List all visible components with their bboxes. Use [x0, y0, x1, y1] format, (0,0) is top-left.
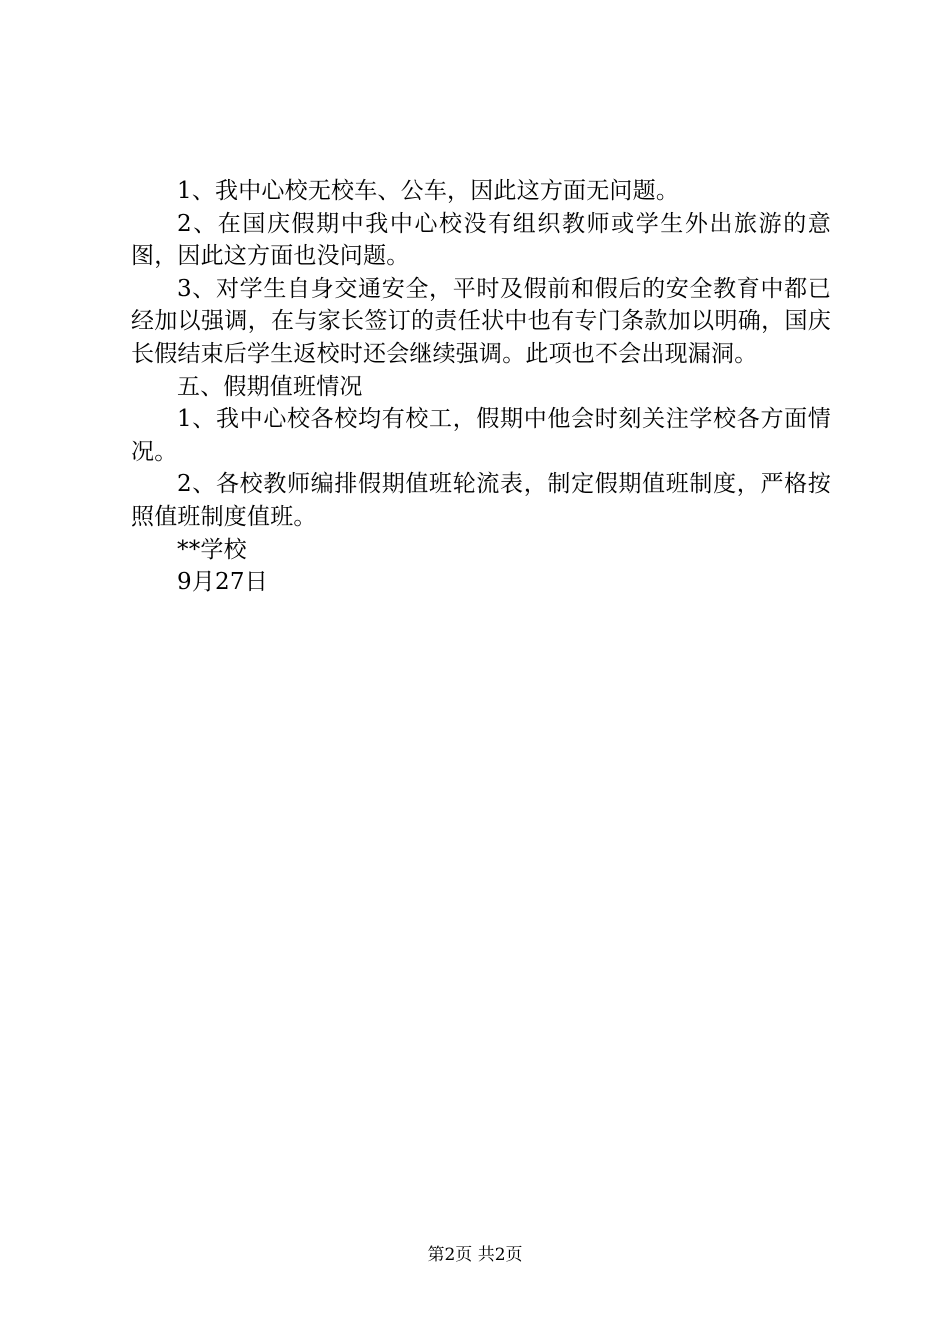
signature-school: **学校: [177, 536, 247, 563]
document-body: [131, 175, 831, 599]
signature-date: 9月27日: [177, 569, 268, 596]
paragraph-no-travel: 2、在国庆假期中我中心校没有组织教师或学生外出旅游的意图，因此这方面也没问题。: [131, 210, 831, 270]
page-footer: [0, 1244, 950, 1266]
section-heading-duty: 五、假期值班情况: [177, 373, 363, 400]
paragraph-duty-roster: 2、各校教师编排假期值班轮流表，制定假期值班制度，严格按照值班制度值班。: [131, 471, 831, 530]
paragraph-traffic-safety: 3、对学生自身交通安全，平时及假前和假后的安全教育中都已经加以强调，在与家长签订的责任状中也有专门条款加以明确，国庆长假结束后学生返校时还会继续强调。此项也不会出现漏洞。: [131, 275, 831, 367]
paragraph-no-school-bus: 1、我中心校无校车、公车，因此这方面无问题。: [177, 178, 680, 204]
page-number: 第2页 共2页: [427, 1245, 523, 1265]
paragraph-school-workers: 1、我中心校各校均有校工，假期中他会时刻关注学校各方面情况。: [131, 406, 831, 465]
